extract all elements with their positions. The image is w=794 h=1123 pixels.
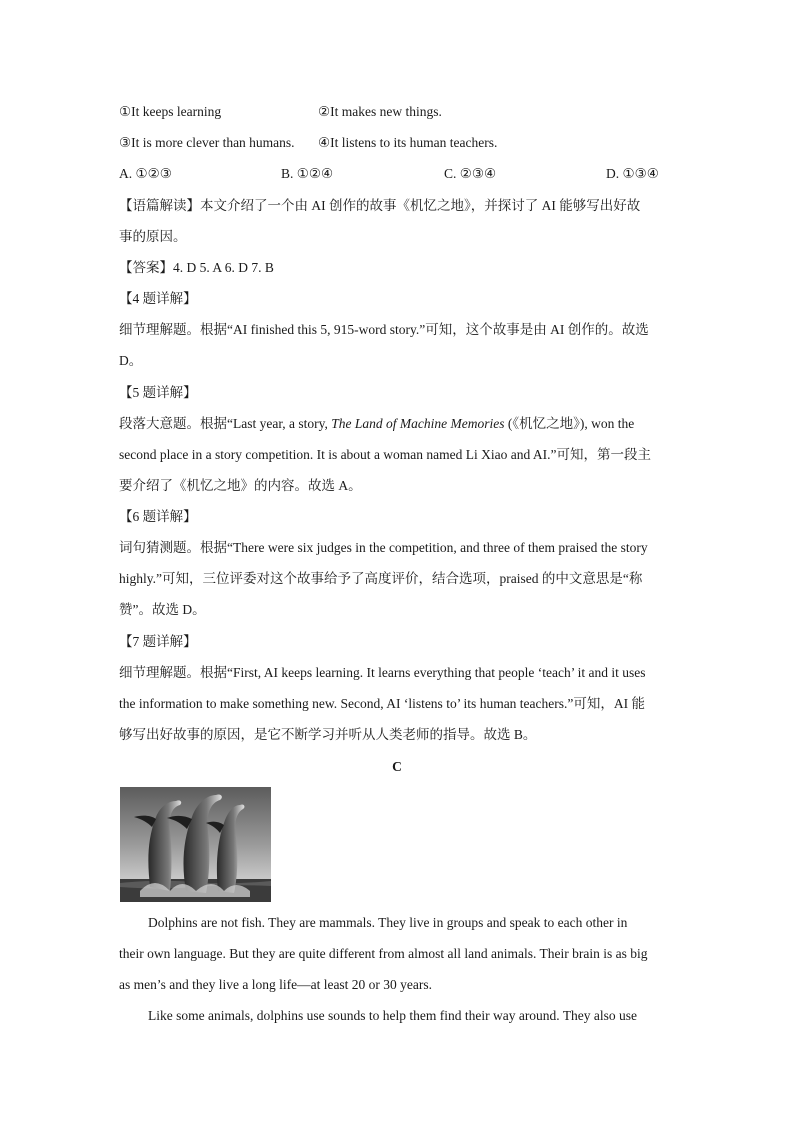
- q5-line-3: 要介绍了《机忆之地》的内容。故选 A。: [119, 478, 362, 493]
- q7-line-2: the information to make something new. Second, AI ‘listens to’ its human teachers.”可知，AI 能: [119, 696, 646, 711]
- q6-line-2: highly.”可知，三位评委对这个故事给予了高度评价，结合选项，praised 的中文意思是“称: [119, 571, 643, 586]
- choice-4: ④It listens to its human teachers.: [318, 135, 498, 150]
- q7-line-1: 细节理解题。根据“First, AI keeps learning. It learns everything that people ‘teach’ it and it uses: [119, 665, 646, 680]
- story-title: The Land of Machine Memories: [331, 416, 505, 431]
- choice-2: ②It makes new things.: [318, 104, 442, 119]
- passage-c-p1-line-1: Dolphins are not fish. They are mammals. They live in groups and speak to each other in: [148, 915, 628, 930]
- q4-line-1: 细节理解题。根据“AI finished this 5, 915-word story.”可知，这个故事是由 AI 创作的。故选: [119, 322, 649, 337]
- passage-intro-line-1: 【语篇解读】本文介绍了一个由 AI 创作的故事《机忆之地》，并探讨了 AI 能够写出好故: [119, 198, 641, 213]
- passage-c-p1-line-2: their own language. But they are quite different from almost all land animals. Their brain is as big: [119, 946, 648, 961]
- q7-heading: 【7 题详解】: [119, 634, 197, 649]
- q5-line-2: second place in a story competition. It is about a woman named Li Xiao and AI.”可知，第一段主: [119, 447, 652, 462]
- q5-line-1: [119, 414, 634, 434]
- passage-c-p2-line-1: Like some animals, dolphins use sounds to help them find their way around. They also use: [148, 1008, 638, 1023]
- option-c: C. ②③④: [444, 166, 497, 181]
- q6-line-3: 赞”。故选 D。: [119, 602, 206, 617]
- option-a: A. ①②③: [119, 166, 172, 181]
- q5-line-1-pre: 段落大意题。根据“Last year, a story,: [119, 416, 332, 431]
- choice-3: ③It is more clever than humans.: [119, 135, 295, 150]
- q5-line-1-post: (《机忆之地》), won the: [504, 416, 635, 431]
- passage-intro-line-2: 事的原因。: [119, 229, 187, 244]
- q4-line-2: D。: [119, 353, 143, 368]
- option-d: D. ①③④: [606, 166, 659, 181]
- option-b: B. ①②④: [281, 166, 334, 181]
- q5-heading: 【5 题详解】: [119, 385, 197, 400]
- q4-heading: 【4 题详解】: [119, 291, 197, 306]
- dolphins-photo: [120, 787, 271, 902]
- passage-c-p1-line-3: as men’s and they live a long life—at least 20 or 30 years.: [119, 977, 433, 992]
- choice-1: ①It keeps learning: [119, 104, 222, 119]
- answer-key: 【答案】4. D 5. A 6. D 7. B: [119, 260, 274, 275]
- q6-line-1: 词句猜测题。根据“There were six judges in the competition, and three of them praised the story: [119, 540, 648, 555]
- section-heading: C: [392, 759, 402, 774]
- q7-line-3: 够写出好故事的原因，是它不断学习并听从人类老师的指导。故选 B。: [119, 727, 537, 742]
- q6-heading: 【6 题详解】: [119, 509, 197, 524]
